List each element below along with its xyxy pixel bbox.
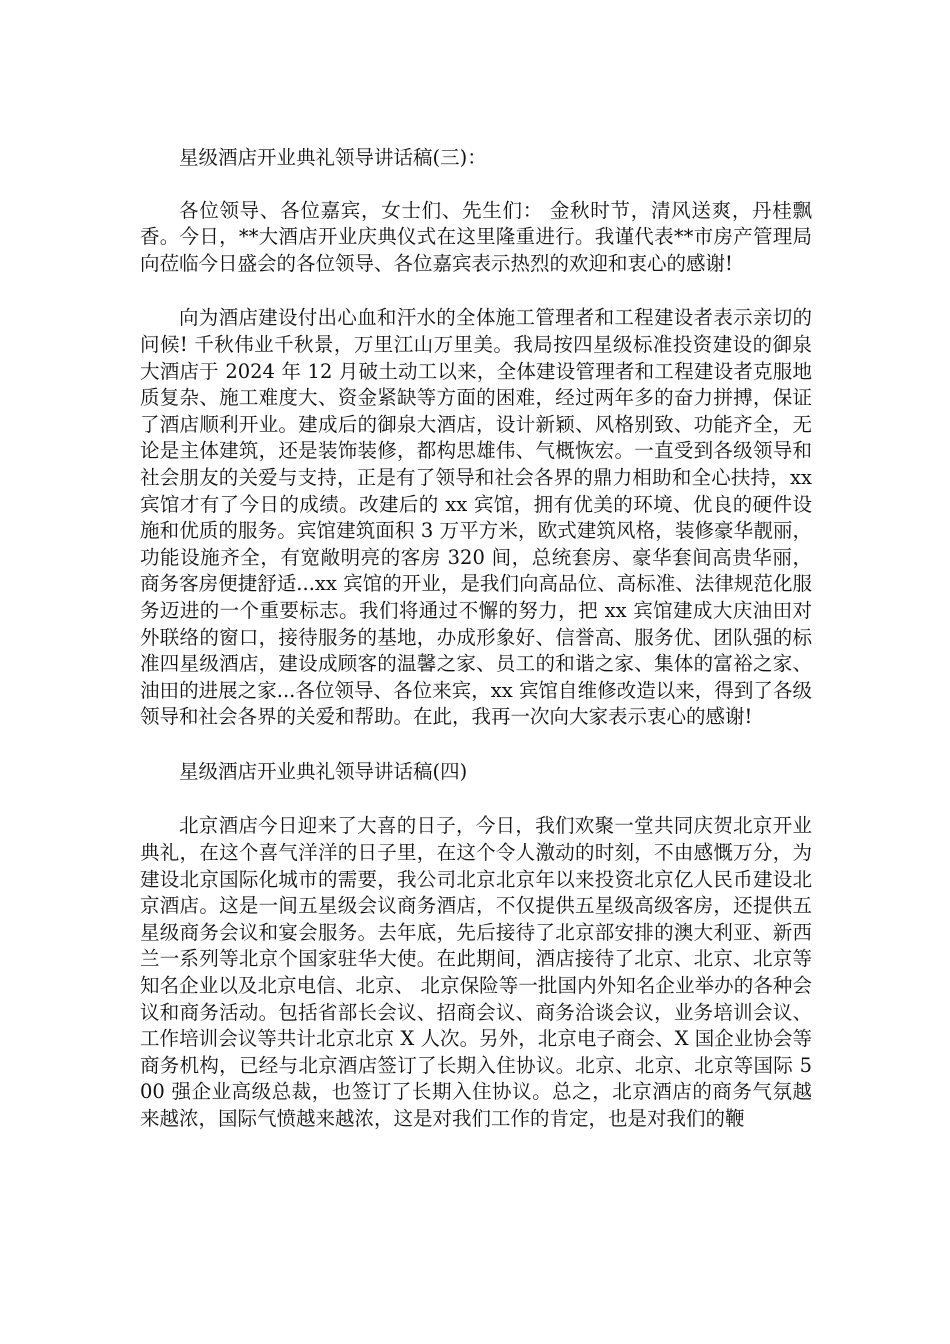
- section-heading-3: 星级酒店开业典礼领导讲话稿(三)：: [179, 146, 487, 169]
- paragraph-body-3: 向为酒店建设付出心血和汗水的全体施工管理者和工程建设者表示亲切的问候! 千秋伟业千秋景，万里江山万里美。我局按四星级标准投资建设的御泉大酒店于 2024 年 12 月破土动工以来，全体建设管理者和工程建设者克服地质复杂、施工难度大、资金紧缺等方面的困难，经过两年多的奋力拼搏，保证了酒店顺利开业。建成后的御泉大酒店，设计新颖、风格别致、功能齐全，无论是主体建筑，还是装饰装修，都构思雄伟、气概恢宏。一直受到各级领导和社会朋友的关爱与支持，正是有了领导和社会各界的鼎力相助和全心扶持，xx 宾馆才有了今日的成绩。改建后的 xx 宾馆，拥有优美的环境、优良的硬件设施和优质的服务。宾馆建筑面积 3 万平方米，欧式建筑风格，装修豪华靓丽，功能设施齐全，有宽敞明亮的客房 320 间，总统套房、豪华套间高贵华丽，商务客房便捷舒适...xx 宾馆的开业，是我们向高品位、高标准、法律规范化服务迈进的一个重要标志。我们将通过不懈的努力，把 xx 宾馆建成大庆油田对外联络的窗口，接待服务的基地，办成形象好、信誉高、服务优、团队强的标准四星级酒店，建设成顾客的温馨之家、员工的和谐之家、集体的富裕之家、油田的进展之家...各位领导、各位来宾，xx 宾馆自维修改造以来，得到了各级领导和社会各界的关爱和帮助。在此，我再一次向大家表示衷心的感谢!: [140, 306, 812, 729]
- paragraph-greeting: 各位领导、各位嘉宾，女士们、先生们： 金秋时节，清风送爽，丹桂飘香。今日，**大酒店开业庆典仪式在这里隆重进行。我谨代表**市房产管理局向莅临今日盛会的各位领导、各位嘉宾表示热烈的欢迎和衷心的感谢!: [140, 198, 812, 275]
- document-body: [140, 145, 812, 1133]
- paragraph-body-4: 北京酒店今日迎来了大喜的日子，今日，我们欢聚一堂共同庆贺北京开业典礼，在这个喜气洋洋的日子里，在这个令人激动的时刻，不由感慨万分，为建设北京国际化城市的需要，我公司北京北京年以来投资北京亿人民币建设北京酒店。这是一间五星级会议商务酒店，不仅提供五星级高级客房，还提供五星级商务会议和宴会服务。去年底，先后接待了北京部安排的澳大利亚、新西兰一系列等北京个国家驻华大使。在此期间，酒店接待了北京、北京、北京等知名企业以及北京电信、北京、 北京保险等一批国内外知名企业举办的各种会议和商务活动。包括省部长会议、招商会议、商务洽谈会议，业务培训会议、工作培训会议等共计北京北京 X 人次。另外，北京电子商会、X 国企业协会等商务机构，已经与北京酒店签订了长期入住协议。北京、北京、北京等国际 500 强企业高级总裁，也签订了长期入住协议。总之，北京酒店的商务气氛越来越浓，国际气愤越来越浓，这是对我们工作的肯定，也是对我们的鞭: [140, 814, 812, 1130]
- section-heading-4: 星级酒店开业典礼领导讲话稿(四): [179, 759, 468, 783]
